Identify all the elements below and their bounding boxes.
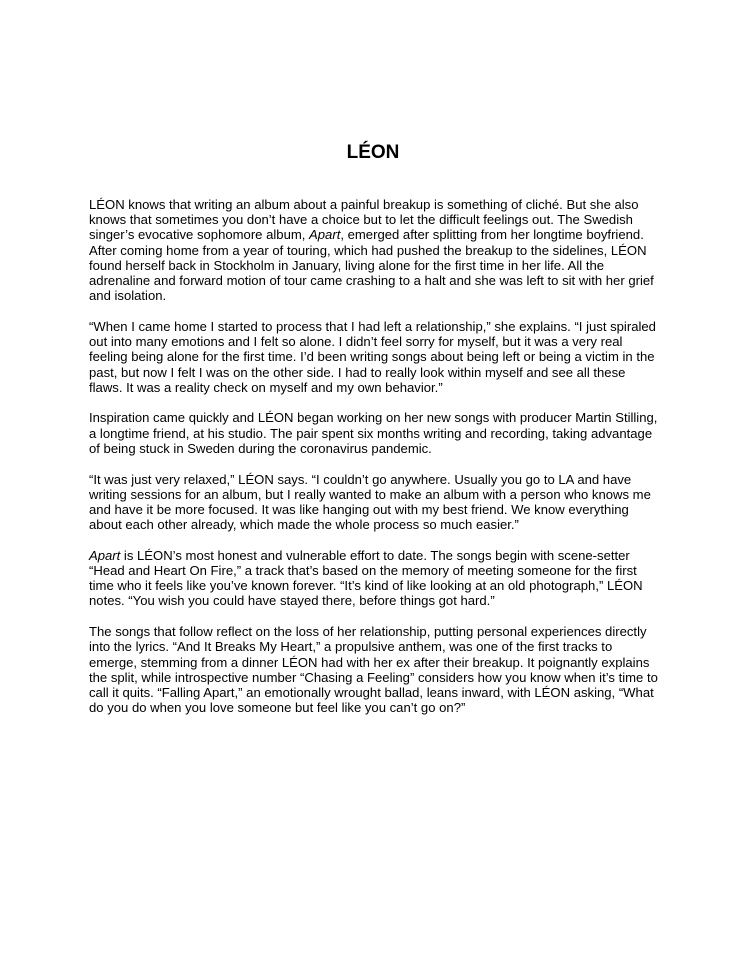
paragraph-5 [89, 548, 661, 609]
paragraph-6: The songs that follow reflect on the loss of her relationship, putting personal experiences directly into the lyrics. “And It Breaks My Heart,” a propulsive anthem, was one of the first tracks to emerge, stemming from a dinner LÉON had with her ex after their breakup. It poignantly explains the split, while introspective number “Chasing a Feeling” considers how you know when it’s time to call it quits. “Falling Apart,” an emotionally wrought ballad, leans inward, with LÉON asking, “What do you do when you love someone but feel like you can’t go on?” [89, 624, 658, 716]
album-title-italic: Apart [89, 547, 121, 563]
album-title-italic: Apart [309, 227, 341, 243]
paragraph-1-text-start: LÉON knows that writing an album about a painful breakup is something of cliché. But she also knows that sometimes you don’t have a choice but to let the difficult feelings out. The Swedish singer’s evocative sophomore album, [89, 197, 639, 243]
paragraph-2: “When I came home I started to process that I had left a relationship,” she explains. “I just spiraled out into many emotions and I felt so alone. I didn’t feel sorry for myself, but it was a very real feeling being alone for the first time. I’d been writing songs about being left or being a victim in the past, but now I felt I was on the other side. I had to really look within myself and see all these flaws. It was a reality check on myself and my own behavior.” [89, 318, 656, 395]
paragraph-4: “It was just very relaxed,” LÉON says. “I couldn’t go anywhere. Usually you go to LA and have writing sessions for an album, but I really wanted to make an album with a person who knows me and have it be more focused. It was like hanging out with my best friend. We know everything about each other already, which made the whole process so much easier.” [89, 471, 651, 533]
paragraph-1 [89, 197, 661, 303]
paragraph-3: Inspiration came quickly and LÉON began working on her new songs with producer Martin Stilling, a longtime friend, at his studio. The pair spent six months writing and recording, taking advantage of being stuck in Sweden during the coronavirus pandemic. [89, 410, 658, 456]
document-body [89, 197, 661, 731]
paragraph-5-text: is LÉON’s most honest and vulnerable effort to date. The songs begin with scene-setter “Head and Heart On Fire,” a track that’s based on the memory of meeting someone for the first time who it feels like you’ve known forever. “It’s kind of like looking at an old photograph,” LÉON notes. “You wish you could have stayed there, before things got hard.” [89, 547, 643, 609]
document-title: LÉON [346, 142, 400, 163]
paragraph-1-text-end: , emerged after splitting from her longtime boyfriend. After coming home from a year of touring, which had pushed the breakup to the sidelines, LÉON found herself back in Stockholm in January, living alone for the first time in her life. All the adrenaline and forward motion of tour came crashing to a halt and she was left to sit with her grief and isolation. [89, 227, 654, 304]
